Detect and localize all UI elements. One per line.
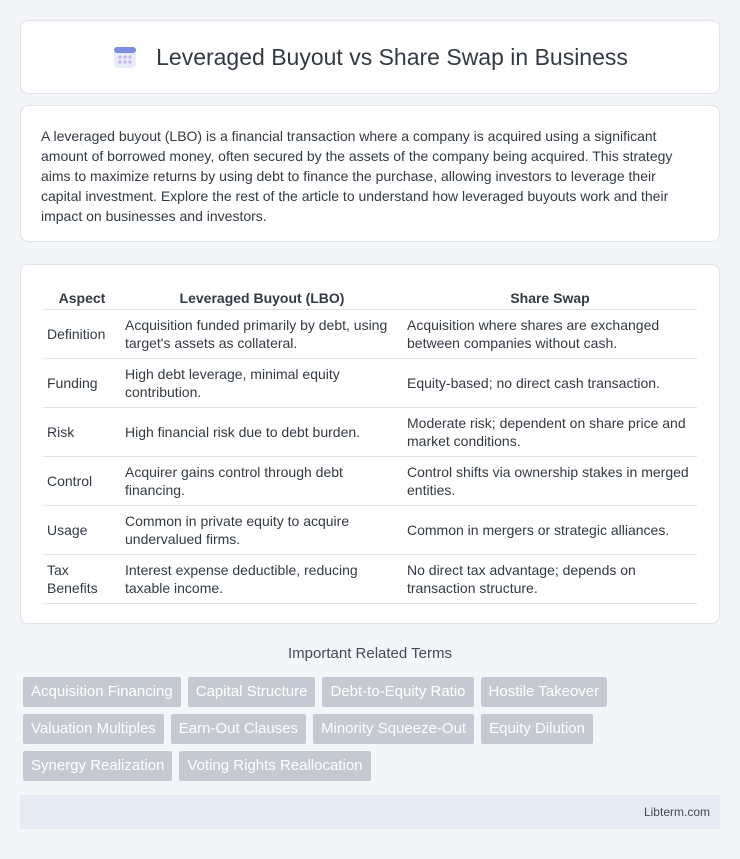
row-lbo: Acquisition funded primarily by debt, using target's assets as collateral. xyxy=(121,310,403,359)
row-aspect: Usage xyxy=(43,506,121,555)
term-tag[interactable]: Hostile Takeover xyxy=(481,677,608,707)
term-tag[interactable]: Valuation Multiples xyxy=(23,714,164,744)
term-tag[interactable]: Earn-Out Clauses xyxy=(171,714,306,744)
row-lbo: High debt leverage, minimal equity contribution. xyxy=(121,359,403,408)
term-tag[interactable]: Equity Dilution xyxy=(481,714,593,744)
row-share-swap: No direct tax advantage; depends on transaction structure. xyxy=(403,555,697,604)
row-lbo: High financial risk due to debt burden. xyxy=(121,408,403,457)
term-tag[interactable]: Minority Squeeze-Out xyxy=(313,714,474,744)
row-lbo: Common in private equity to acquire undervalued firms. xyxy=(121,506,403,555)
header-share-swap: Share Swap xyxy=(403,285,697,310)
header-lbo: Leveraged Buyout (LBO) xyxy=(121,285,403,310)
title-card xyxy=(20,20,720,94)
row-aspect: Definition xyxy=(43,310,121,359)
term-tag[interactable]: Debt-to-Equity Ratio xyxy=(322,677,473,707)
related-terms-list xyxy=(23,677,723,781)
row-aspect: Funding xyxy=(43,359,121,408)
term-tag[interactable]: Acquisition Financing xyxy=(23,677,181,707)
intro-text: A leveraged buyout (LBO) is a financial transaction where a company is acquired using a significant amount of borrowed money, often secured by the assets of the company being acquired. This strategy aims to maximize returns by using debt to finance the purchase, allowing investors to leverage their capital investment. Explore the rest of the article to understand how leveraged buyouts work and their impact on businesses and investors. xyxy=(41,128,673,224)
row-share-swap: Moderate risk; dependent on share price and market conditions. xyxy=(403,408,697,457)
table-row xyxy=(43,310,697,359)
row-share-swap: Control shifts via ownership stakes in merged entities. xyxy=(403,457,697,506)
term-tag[interactable]: Voting Rights Reallocation xyxy=(179,751,370,781)
term-tag[interactable]: Capital Structure xyxy=(188,677,316,707)
footer-brand-link[interactable]: Libterm.com xyxy=(643,805,710,819)
comparison-card xyxy=(20,264,720,624)
table-header-row xyxy=(43,285,697,310)
row-share-swap: Common in mergers or strategic alliances. xyxy=(403,506,697,555)
row-aspect: Risk xyxy=(43,408,121,457)
table-row xyxy=(43,555,697,604)
row-share-swap: Equity-based; no direct cash transaction. xyxy=(403,359,697,408)
comparison-table xyxy=(43,285,697,604)
footer xyxy=(20,795,720,829)
term-tag[interactable]: Synergy Realization xyxy=(23,751,172,781)
row-share-swap: Acquisition where shares are exchanged between companies without cash. xyxy=(403,310,697,359)
row-aspect: Tax Benefits xyxy=(43,555,121,604)
table-row xyxy=(43,359,697,408)
row-lbo: Interest expense deductible, reducing taxable income. xyxy=(121,555,403,604)
row-lbo: Acquirer gains control through debt financing. xyxy=(121,457,403,506)
header-aspect: Aspect xyxy=(43,285,121,310)
row-aspect: Control xyxy=(43,457,121,506)
intro-card xyxy=(20,105,720,242)
page-title: Leveraged Buyout vs Share Swap in Business xyxy=(156,43,628,70)
table-row xyxy=(43,408,697,457)
table-row xyxy=(43,506,697,555)
table-row xyxy=(43,457,697,506)
related-terms-title: Important Related Terms xyxy=(288,645,452,662)
calendar-icon xyxy=(112,44,138,70)
